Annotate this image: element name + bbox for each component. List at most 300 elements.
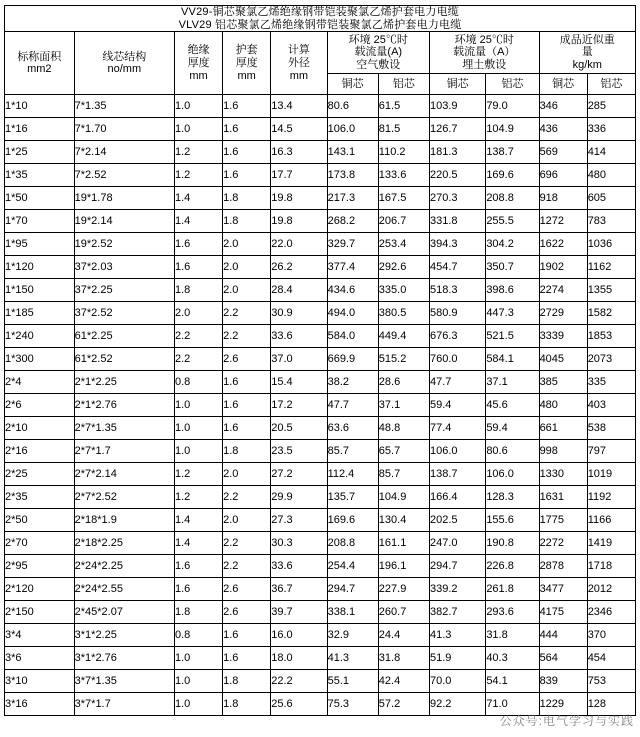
cell-value: 37*2.52: [74, 302, 174, 325]
cell-value: 2*24*2.25: [74, 555, 174, 578]
cable-specification-table: [4, 5, 636, 716]
title-line-2: VLV29 铝芯聚氯乙烯绝缘钢带铠装聚氯乙烯护套电力电缆: [178, 18, 462, 31]
cell-value: 7*1.35: [74, 95, 174, 118]
cell-nominal-area: 2*16: [5, 440, 75, 463]
cell-value: 285: [587, 95, 635, 118]
cell-value: 1.4: [175, 509, 223, 532]
cell-value: 103.9: [429, 95, 485, 118]
cell-value: 106.0: [486, 463, 539, 486]
cell-nominal-area: 2*120: [5, 578, 75, 601]
subheader-soil-copper: 铜芯: [429, 74, 485, 95]
cell-value: 30.3: [271, 532, 327, 555]
cell-nominal-area: 3*4: [5, 624, 75, 647]
cell-value: 61*2.25: [74, 325, 174, 348]
cell-value: 564: [539, 647, 587, 670]
cell-value: 1355: [587, 279, 635, 302]
cell-value: 1.6: [223, 624, 271, 647]
cell-value: 436: [539, 118, 587, 141]
cell-value: 27.2: [271, 463, 327, 486]
cell-value: 2.6: [223, 578, 271, 601]
cell-value: 1162: [587, 256, 635, 279]
cell-value: 370: [587, 624, 635, 647]
subheader-soil-aluminum: 铝芯: [486, 74, 539, 95]
cell-value: 304.2: [486, 233, 539, 256]
cell-nominal-area: 1*16: [5, 118, 75, 141]
cell-value: 128.3: [486, 486, 539, 509]
cell-value: 584.1: [486, 348, 539, 371]
cell-nominal-area: 2*4: [5, 371, 75, 394]
cell-value: 1.2: [175, 141, 223, 164]
table-row: [5, 141, 636, 164]
cell-value: 31.8: [378, 647, 429, 670]
cell-value: 65.7: [378, 440, 429, 463]
cell-value: 24.4: [378, 624, 429, 647]
cell-value: 1419: [587, 532, 635, 555]
cell-nominal-area: 2*6: [5, 394, 75, 417]
cell-value: 998: [539, 440, 587, 463]
cell-value: 37*2.25: [74, 279, 174, 302]
table-row: [5, 233, 636, 256]
cell-value: 15.4: [271, 371, 327, 394]
subheader-air-copper: 铜芯: [327, 74, 378, 95]
table-row: [5, 394, 636, 417]
cell-value: 1.6: [223, 417, 271, 440]
cell-value: 1272: [539, 210, 587, 233]
cell-value: 783: [587, 210, 635, 233]
cell-value: 1.6: [223, 164, 271, 187]
cell-value: 480: [587, 164, 635, 187]
cell-value: 3*7*1.7: [74, 693, 174, 716]
cell-value: 434.6: [327, 279, 378, 302]
cell-value: 80.6: [327, 95, 378, 118]
cell-value: 335.0: [378, 279, 429, 302]
cell-value: 2274: [539, 279, 587, 302]
cell-value: 580.9: [429, 302, 485, 325]
cell-value: 37*2.03: [74, 256, 174, 279]
cell-value: 760.0: [429, 348, 485, 371]
cell-value: 1.0: [175, 693, 223, 716]
table-row: [5, 325, 636, 348]
cell-value: 169.6: [486, 164, 539, 187]
cell-value: 166.4: [429, 486, 485, 509]
cell-value: 255.5: [486, 210, 539, 233]
cell-value: 294.7: [327, 578, 378, 601]
cell-value: 1.6: [223, 371, 271, 394]
cell-value: 1.6: [175, 555, 223, 578]
cell-value: 380.5: [378, 302, 429, 325]
cell-value: 3339: [539, 325, 587, 348]
cell-value: 75.3: [327, 693, 378, 716]
cell-nominal-area: 1*50: [5, 187, 75, 210]
cell-value: 2*7*2.14: [74, 463, 174, 486]
cell-value: 753: [587, 670, 635, 693]
cell-value: 2*24*2.55: [74, 578, 174, 601]
cell-value: 28.6: [378, 371, 429, 394]
cell-value: 19*2.14: [74, 210, 174, 233]
header-insulation-thickness: 绝缘 厚度 mm: [175, 32, 223, 95]
cell-value: 30.9: [271, 302, 327, 325]
table-row: [5, 624, 636, 647]
table-row: [5, 532, 636, 555]
cell-value: 569: [539, 141, 587, 164]
cell-nominal-area: 2*10: [5, 417, 75, 440]
cell-value: 28.4: [271, 279, 327, 302]
cell-value: 110.2: [378, 141, 429, 164]
table-row: [5, 302, 636, 325]
header-core-structure: 线芯结构 no/mm: [74, 32, 174, 95]
cell-value: 1.6: [223, 647, 271, 670]
cell-value: 605: [587, 187, 635, 210]
cell-value: 293.6: [486, 601, 539, 624]
cell-value: 217.3: [327, 187, 378, 210]
cell-value: 1229: [539, 693, 587, 716]
cell-value: 1.4: [175, 187, 223, 210]
cell-value: 18.0: [271, 647, 327, 670]
cell-value: 331.8: [429, 210, 485, 233]
cell-nominal-area: 1*35: [5, 164, 75, 187]
cell-value: 1.8: [223, 670, 271, 693]
cell-value: 106.0: [327, 118, 378, 141]
cell-value: 661: [539, 417, 587, 440]
cell-value: 2.0: [223, 463, 271, 486]
header-sheath-thickness: 护套 厚度 mm: [223, 32, 271, 95]
table-row: [5, 187, 636, 210]
cell-value: 63.6: [327, 417, 378, 440]
cell-value: 1.0: [175, 394, 223, 417]
cell-value: 2.2: [223, 555, 271, 578]
cell-value: 336: [587, 118, 635, 141]
table-row: [5, 210, 636, 233]
cell-value: 2*7*1.35: [74, 417, 174, 440]
table-row: [5, 670, 636, 693]
cell-value: 227.9: [378, 578, 429, 601]
header-current-air: 环境 25℃时 载流量(A) 空气敷设: [327, 32, 429, 74]
cell-value: 1622: [539, 233, 587, 256]
cell-value: 2.0: [175, 302, 223, 325]
cell-value: 1.4: [175, 210, 223, 233]
cell-value: 394.3: [429, 233, 485, 256]
cell-value: 27.3: [271, 509, 327, 532]
cell-value: 1.0: [175, 670, 223, 693]
cell-value: 3*7*1.35: [74, 670, 174, 693]
cell-value: 247.0: [429, 532, 485, 555]
cell-value: 92.2: [429, 693, 485, 716]
cell-value: 54.1: [486, 670, 539, 693]
cell-value: 37.1: [378, 394, 429, 417]
cell-value: 26.2: [271, 256, 327, 279]
cell-value: 454: [587, 647, 635, 670]
cell-value: 398.6: [486, 279, 539, 302]
cell-value: 480: [539, 394, 587, 417]
cell-value: 22.0: [271, 233, 327, 256]
cell-value: 61*2.52: [74, 348, 174, 371]
cell-value: 2.2: [223, 302, 271, 325]
subheader-weight-aluminum: 铝芯: [587, 74, 635, 95]
cell-value: 918: [539, 187, 587, 210]
cell-value: 1019: [587, 463, 635, 486]
cell-value: 169.6: [327, 509, 378, 532]
cell-value: 444: [539, 624, 587, 647]
cell-value: 19.8: [271, 187, 327, 210]
cell-value: 2346: [587, 601, 635, 624]
cell-value: 1.0: [175, 118, 223, 141]
cell-value: 1902: [539, 256, 587, 279]
table-title: [5, 6, 636, 32]
cell-value: 57.2: [378, 693, 429, 716]
cell-value: 2.0: [223, 256, 271, 279]
cell-value: 329.7: [327, 233, 378, 256]
watermark: 公众号:电气学习与实践: [499, 714, 634, 728]
cell-value: 206.7: [378, 210, 429, 233]
cell-value: 1.8: [175, 601, 223, 624]
cell-value: 19.8: [271, 210, 327, 233]
cell-value: 17.7: [271, 164, 327, 187]
document-page: [0, 5, 640, 737]
cell-value: 1.0: [175, 440, 223, 463]
cell-value: 839: [539, 670, 587, 693]
cell-value: 2729: [539, 302, 587, 325]
table-row: [5, 118, 636, 141]
cell-value: 1.2: [175, 164, 223, 187]
cell-value: 1.0: [175, 417, 223, 440]
cell-value: 37.1: [486, 371, 539, 394]
cell-value: 1036: [587, 233, 635, 256]
cell-value: 2272: [539, 532, 587, 555]
cell-value: 59.4: [429, 394, 485, 417]
cell-value: 414: [587, 141, 635, 164]
cell-value: 2073: [587, 348, 635, 371]
cell-value: 350.7: [486, 256, 539, 279]
cell-nominal-area: 1*120: [5, 256, 75, 279]
table-body: [5, 95, 636, 716]
cell-value: 39.7: [271, 601, 327, 624]
cell-value: 2.2: [223, 325, 271, 348]
cell-nominal-area: 2*35: [5, 486, 75, 509]
cell-value: 696: [539, 164, 587, 187]
cell-value: 130.4: [378, 509, 429, 532]
cell-value: 16.0: [271, 624, 327, 647]
cell-value: 25.6: [271, 693, 327, 716]
cell-nominal-area: 3*16: [5, 693, 75, 716]
cell-value: 385: [539, 371, 587, 394]
cell-value: 202.5: [429, 509, 485, 532]
cell-nominal-area: 1*150: [5, 279, 75, 302]
cell-value: 3*1*2.76: [74, 647, 174, 670]
cell-value: 797: [587, 440, 635, 463]
cell-value: 61.5: [378, 95, 429, 118]
table-header-row: [5, 32, 636, 74]
cell-value: 70.0: [429, 670, 485, 693]
cell-value: 71.0: [486, 693, 539, 716]
cell-value: 13.4: [271, 95, 327, 118]
cell-value: 403: [587, 394, 635, 417]
cell-value: 85.7: [378, 463, 429, 486]
cell-value: 1166: [587, 509, 635, 532]
cell-value: 261.8: [486, 578, 539, 601]
cell-nominal-area: 1*185: [5, 302, 75, 325]
cell-value: 55.1: [327, 670, 378, 693]
cell-value: 161.1: [378, 532, 429, 555]
cell-value: 22.2: [271, 670, 327, 693]
cell-value: 41.3: [327, 647, 378, 670]
cell-value: 29.9: [271, 486, 327, 509]
cell-value: 143.1: [327, 141, 378, 164]
cell-value: 1.6: [223, 394, 271, 417]
cell-value: 260.7: [378, 601, 429, 624]
cell-value: 515.2: [378, 348, 429, 371]
title-line-1: VV29-铜芯聚氯乙烯绝缘钢带铠装聚氯乙烯护套电力电缆: [181, 6, 459, 18]
cell-value: 1.6: [175, 578, 223, 601]
cell-value: 2*1*2.25: [74, 371, 174, 394]
cell-value: 1.6: [223, 141, 271, 164]
cell-value: 538: [587, 417, 635, 440]
cell-value: 2.2: [223, 532, 271, 555]
table-row: [5, 509, 636, 532]
cell-value: 208.8: [327, 532, 378, 555]
cell-value: 1.6: [223, 118, 271, 141]
cell-value: 181.3: [429, 141, 485, 164]
cell-value: 19*2.52: [74, 233, 174, 256]
cell-value: 2.0: [223, 509, 271, 532]
cell-value: 104.9: [378, 486, 429, 509]
cell-value: 1775: [539, 509, 587, 532]
cell-value: 16.3: [271, 141, 327, 164]
cell-value: 2*45*2.07: [74, 601, 174, 624]
table-row: [5, 601, 636, 624]
cell-value: 521.5: [486, 325, 539, 348]
cell-nominal-area: 2*25: [5, 463, 75, 486]
cell-value: 31.8: [486, 624, 539, 647]
cell-value: 1.2: [175, 486, 223, 509]
cell-value: 254.4: [327, 555, 378, 578]
cell-value: 447.3: [486, 302, 539, 325]
cell-value: 382.7: [429, 601, 485, 624]
cell-value: 104.9: [486, 118, 539, 141]
cell-value: 338.1: [327, 601, 378, 624]
cell-value: 81.5: [378, 118, 429, 141]
cell-value: 0.8: [175, 371, 223, 394]
subheader-air-aluminum: 铝芯: [378, 74, 429, 95]
cell-nominal-area: 1*10: [5, 95, 75, 118]
cell-value: 1.8: [223, 693, 271, 716]
cell-value: 2.0: [223, 279, 271, 302]
cell-value: 1631: [539, 486, 587, 509]
cell-value: 294.7: [429, 555, 485, 578]
table-row: [5, 463, 636, 486]
cell-value: 3477: [539, 578, 587, 601]
cell-value: 1.6: [175, 256, 223, 279]
cell-nominal-area: 2*95: [5, 555, 75, 578]
cell-value: 1.8: [175, 279, 223, 302]
cell-value: 20.5: [271, 417, 327, 440]
table-title-row: [5, 6, 636, 32]
cell-value: 138.7: [429, 463, 485, 486]
cell-value: 2012: [587, 578, 635, 601]
cell-value: 155.6: [486, 509, 539, 532]
cell-value: 377.4: [327, 256, 378, 279]
cell-value: 36.7: [271, 578, 327, 601]
cell-value: 335: [587, 371, 635, 394]
cell-value: 19*1.78: [74, 187, 174, 210]
cell-value: 2.6: [223, 348, 271, 371]
cell-value: 48.8: [378, 417, 429, 440]
cell-value: 17.2: [271, 394, 327, 417]
cell-value: 1582: [587, 302, 635, 325]
cell-value: 40.3: [486, 647, 539, 670]
cell-value: 2*7*2.52: [74, 486, 174, 509]
cell-value: 0.8: [175, 624, 223, 647]
cell-value: 1330: [539, 463, 587, 486]
cell-value: 292.6: [378, 256, 429, 279]
cell-value: 23.5: [271, 440, 327, 463]
table-row: [5, 256, 636, 279]
cell-value: 126.7: [429, 118, 485, 141]
table-row: [5, 440, 636, 463]
cell-value: 1.2: [175, 463, 223, 486]
header-current-soil: 环境 25℃时 载流量（A） 埋土敷设: [429, 32, 539, 74]
cell-value: 584.0: [327, 325, 378, 348]
cell-value: 346: [539, 95, 587, 118]
cell-nominal-area: 2*50: [5, 509, 75, 532]
table-row: [5, 95, 636, 118]
cell-value: 138.7: [486, 141, 539, 164]
cell-value: 449.4: [378, 325, 429, 348]
cell-value: 42.4: [378, 670, 429, 693]
cell-value: 2.2: [175, 348, 223, 371]
cell-value: 268.2: [327, 210, 378, 233]
cell-value: 676.3: [429, 325, 485, 348]
cell-value: 4045: [539, 348, 587, 371]
table-row: [5, 371, 636, 394]
cell-value: 2878: [539, 555, 587, 578]
cell-value: 1.6: [175, 233, 223, 256]
header-nominal-area: 标称面积 mm2: [5, 32, 75, 95]
cell-value: 2.0: [223, 233, 271, 256]
cell-value: 2.6: [223, 601, 271, 624]
cell-value: 1.8: [223, 210, 271, 233]
header-approx-weight: 成品近似重 量 kg/km: [539, 32, 635, 74]
cell-value: 1853: [587, 325, 635, 348]
cell-value: 253.4: [378, 233, 429, 256]
cell-value: 1.8: [223, 440, 271, 463]
cell-nominal-area: 2*70: [5, 532, 75, 555]
cell-nominal-area: 1*25: [5, 141, 75, 164]
cell-value: 454.7: [429, 256, 485, 279]
table-row: [5, 164, 636, 187]
cell-value: 518.3: [429, 279, 485, 302]
table-row: [5, 555, 636, 578]
cell-value: 7*1.70: [74, 118, 174, 141]
cell-value: 135.7: [327, 486, 378, 509]
cell-value: 133.6: [378, 164, 429, 187]
cell-value: 4175: [539, 601, 587, 624]
cell-value: 226.8: [486, 555, 539, 578]
cell-value: 196.1: [378, 555, 429, 578]
cell-value: 339.2: [429, 578, 485, 601]
cell-value: 128: [587, 693, 635, 716]
cell-nominal-area: 3*10: [5, 670, 75, 693]
table-row: [5, 486, 636, 509]
cell-nominal-area: 3*6: [5, 647, 75, 670]
table-row: [5, 348, 636, 371]
cell-value: 1192: [587, 486, 635, 509]
cell-value: 1.6: [223, 95, 271, 118]
subheader-weight-copper: 铜芯: [539, 74, 587, 95]
cell-value: 38.2: [327, 371, 378, 394]
cell-value: 173.8: [327, 164, 378, 187]
table-row: [5, 279, 636, 302]
table-row: [5, 578, 636, 601]
